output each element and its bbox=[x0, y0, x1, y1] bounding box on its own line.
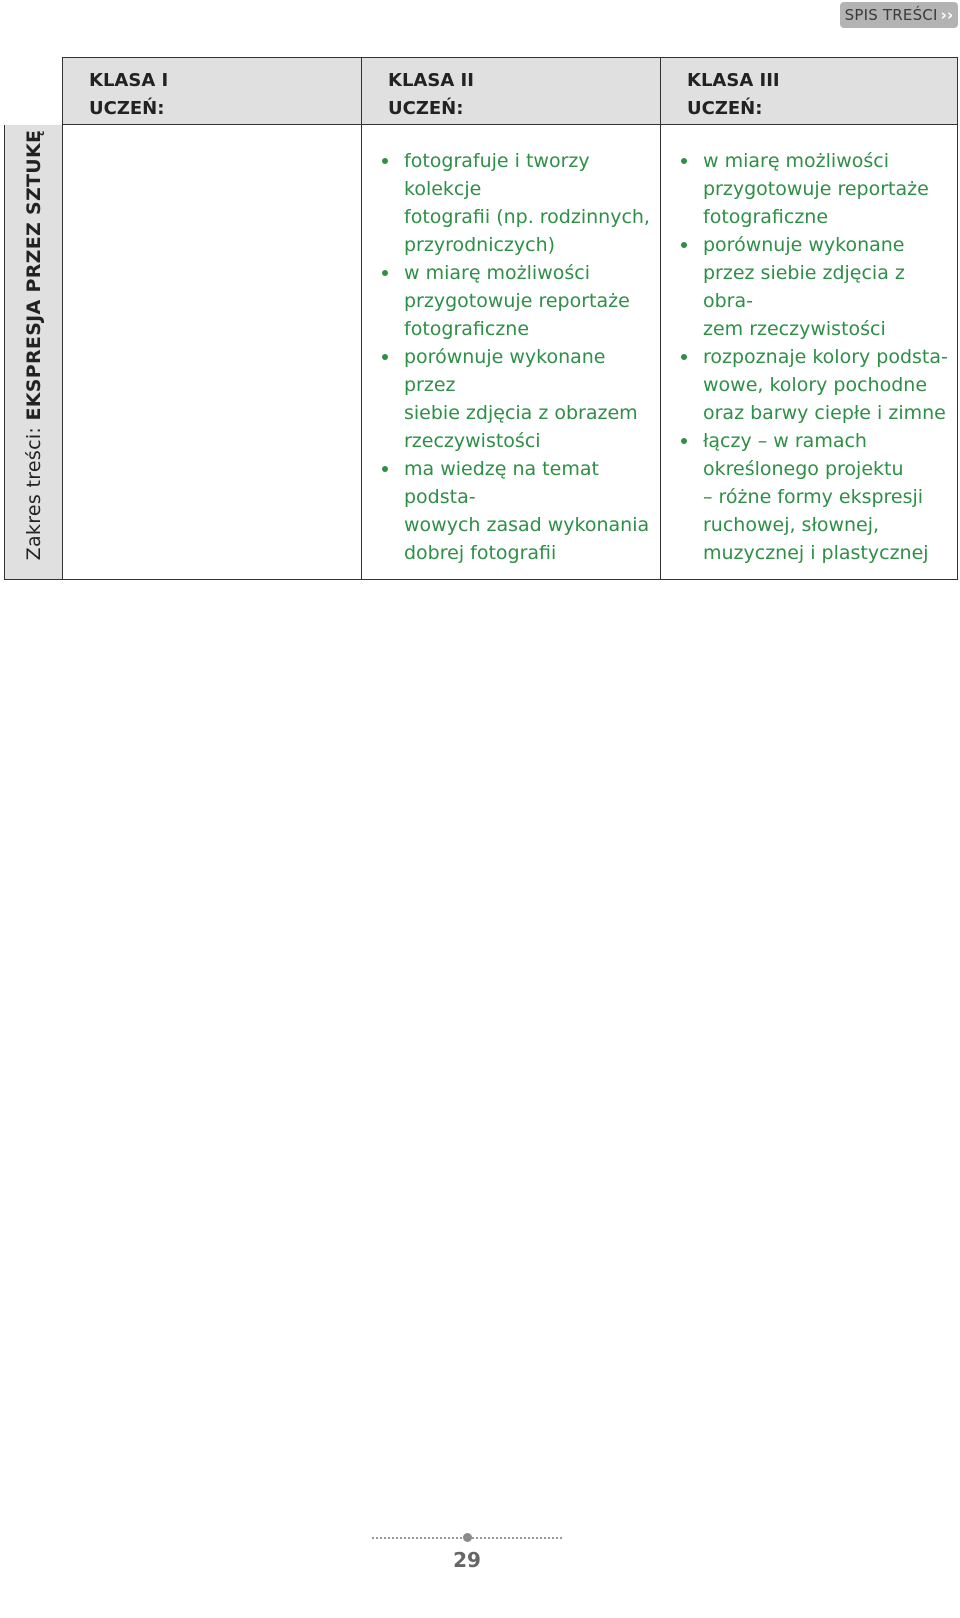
header-klasa-2 bbox=[362, 58, 661, 124]
list-item: fotografuje i tworzy kolekcje fotografii (np. rodzinnych, przyrodniczych) bbox=[382, 147, 660, 259]
page-number: 29 bbox=[453, 1548, 481, 1572]
column-title: KLASA II bbox=[388, 70, 474, 91]
header-klasa-1 bbox=[63, 58, 362, 124]
divider-dot-icon bbox=[463, 1533, 472, 1542]
list-item: łączy – w ramach określonego projektu – różne formy ekspresji ruchowej, słownej, muzycznej i plastycznej bbox=[681, 427, 957, 567]
table-header bbox=[62, 57, 958, 125]
table-body-row bbox=[4, 125, 958, 580]
scope-label bbox=[5, 125, 63, 579]
cell-klasa-3 bbox=[661, 125, 957, 579]
page-footer bbox=[372, 1530, 562, 1580]
list-item: ma wiedzę na temat podsta- wowych zasad wykonania dobrej fotografii bbox=[382, 455, 660, 567]
scope-label-text bbox=[23, 130, 45, 561]
column-subtitle: UCZEŃ: bbox=[687, 98, 763, 119]
header-klasa-3 bbox=[661, 58, 958, 124]
toc-button[interactable] bbox=[840, 2, 958, 28]
scope-prefix: Zakres treści: bbox=[23, 420, 45, 561]
toc-label: SPIS TREŚCI bbox=[844, 6, 938, 24]
list-item: porównuje wykonane przez siebie zdjęcia z obrazem rzeczywistości bbox=[382, 343, 660, 455]
klasa-3-list bbox=[661, 147, 957, 567]
column-subtitle: UCZEŃ: bbox=[89, 98, 165, 119]
klasa-2-list bbox=[362, 147, 660, 567]
cell-klasa-2 bbox=[362, 125, 661, 579]
list-item: w miarę możliwości przygotowuje reportaże fotograficzne bbox=[382, 259, 660, 343]
cell-klasa-1 bbox=[63, 125, 362, 579]
curriculum-table bbox=[4, 57, 958, 580]
list-item: w miarę możliwości przygotowuje reportaże fotograficzne bbox=[681, 147, 957, 231]
column-title: KLASA III bbox=[687, 70, 780, 91]
list-item: porównuje wykonane przez siebie zdjęcia z obra- zem rzeczywistości bbox=[681, 231, 957, 343]
column-title: KLASA I bbox=[89, 70, 169, 91]
scope-title: EKSPRESJA PRZEZ SZTUKĘ bbox=[23, 129, 45, 421]
column-subtitle: UCZEŃ: bbox=[388, 98, 464, 119]
list-item: rozpoznaje kolory podsta- wowe, kolory pochodne oraz barwy ciepłe i zimne bbox=[681, 343, 957, 427]
chevron-right-icon: ›› bbox=[940, 6, 954, 24]
